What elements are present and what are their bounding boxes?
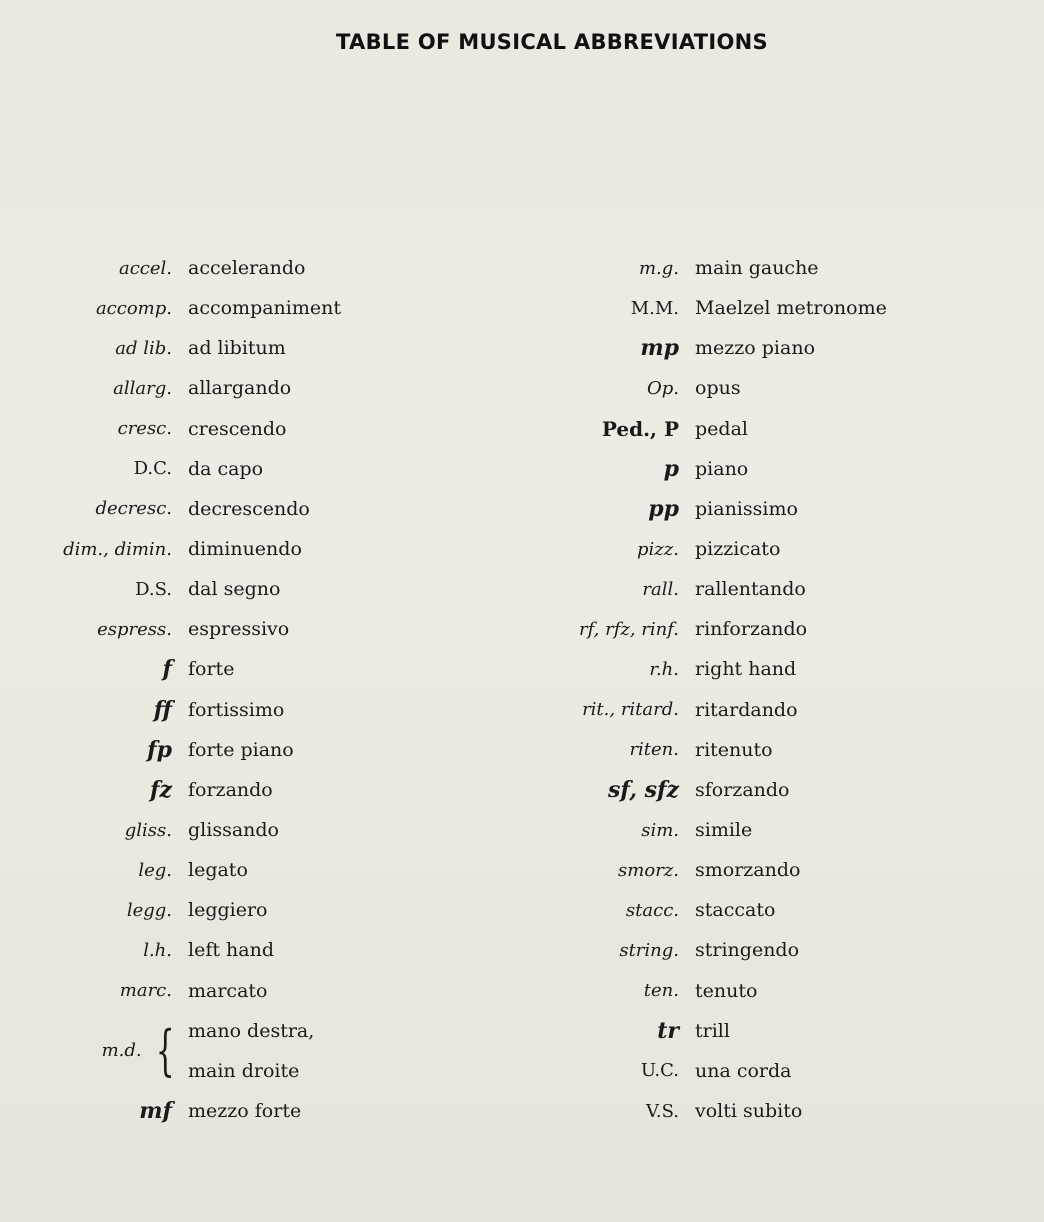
abbreviation: sim. (641, 819, 679, 841)
abbreviation-row (520, 770, 1044, 810)
abbreviation-row (0, 288, 520, 328)
meaning: trill (695, 1019, 730, 1042)
abbreviation: V.S. (646, 1100, 679, 1122)
meaning: mezzo forte (188, 1100, 302, 1123)
abbreviation-row (0, 690, 520, 730)
meaning: opus (695, 377, 741, 400)
abbreviation-row (520, 368, 1044, 408)
abbreviation: riten. (629, 739, 679, 761)
abbreviation-row (0, 850, 520, 890)
abbreviation: accel. (118, 257, 172, 279)
abbreviation-row (0, 409, 520, 449)
abbreviation: l.h. (143, 939, 172, 961)
meaning: diminuendo (188, 538, 302, 561)
brace-glyph: { (155, 1018, 175, 1082)
abbreviation-row (520, 489, 1044, 529)
meaning: volti subito (695, 1100, 803, 1123)
dynamic-mark: p (663, 455, 679, 482)
meaning: allargando (188, 377, 292, 400)
abbreviation: espress. (97, 618, 172, 640)
abbreviation-row (0, 609, 520, 649)
meaning: legato (188, 859, 248, 882)
meaning: ad libitum (188, 337, 286, 360)
abbreviation: leg. (138, 859, 172, 881)
abbreviation-row (520, 1091, 1044, 1131)
meaning: staccato (695, 899, 776, 922)
meaning: dal segno (188, 578, 281, 601)
meaning: sforzando (695, 778, 790, 801)
meaning: mezzo piano (695, 337, 816, 360)
dynamic-mark: sf, sfz (607, 776, 679, 803)
abbreviation-row (520, 810, 1044, 850)
abbreviation-row (520, 649, 1044, 689)
abbreviation: marc. (119, 980, 172, 1002)
meaning: rinforzando (695, 618, 808, 641)
abbreviation: rit., ritard. (582, 699, 679, 721)
abbreviation-row (0, 248, 520, 288)
abbreviation-row (0, 569, 520, 609)
meaning: tenuto (695, 979, 758, 1002)
abbreviation: M.M. (630, 297, 679, 319)
abbreviation-row (0, 449, 520, 489)
meaning: espressivo (188, 618, 290, 641)
abbreviation-row (520, 971, 1044, 1011)
abbreviation-row (0, 489, 520, 529)
meaning: fortissimo (188, 698, 285, 721)
abbreviation-row (0, 930, 520, 970)
abbreviation-text: m.d. (101, 1040, 142, 1062)
meaning: forte (188, 658, 235, 681)
abbreviation: stacc. (625, 899, 679, 921)
meaning: forte piano (188, 738, 294, 761)
dynamic-mark: ff (153, 696, 172, 723)
meaning: right hand (695, 658, 797, 681)
abbreviation: allarg. (113, 377, 172, 399)
abbreviation-row (520, 409, 1044, 449)
abbreviation-row (0, 328, 520, 368)
pedal-mark: Ped., P (601, 416, 679, 441)
dynamic-mark: pp (648, 495, 679, 522)
abbreviation: Op. (646, 377, 679, 399)
abbreviation-row (520, 1011, 1044, 1051)
meaning: marcato (188, 979, 268, 1002)
meaning-group (188, 1011, 314, 1091)
meaning: rallentando (695, 578, 806, 601)
abbreviation: r.h. (649, 658, 679, 680)
abbreviation-row (520, 609, 1044, 649)
meaning: main gauche (695, 257, 819, 280)
abbreviation-row (520, 850, 1044, 890)
abbreviation: decresc. (95, 498, 172, 520)
abbreviation-row (0, 529, 520, 569)
abbreviation-row (520, 328, 1044, 368)
right-column (520, 248, 1044, 1131)
left-column (0, 248, 520, 1131)
abbreviation (0, 1018, 188, 1082)
abbreviation: U.C. (640, 1060, 679, 1082)
abbreviation-row (520, 248, 1044, 288)
abbreviation: rall. (642, 578, 679, 600)
meaning: glissando (188, 819, 279, 842)
meaning: main droite (188, 1059, 300, 1082)
abbreviation: D.C. (133, 458, 172, 480)
abbreviation-row (520, 1051, 1044, 1091)
abbreviation-row (520, 529, 1044, 569)
meaning: piano (695, 457, 749, 480)
dynamic-mark: f (162, 656, 172, 683)
abbreviation-row (520, 930, 1044, 970)
abbreviation-row (0, 890, 520, 930)
meaning: Maelzel metronome (695, 297, 887, 320)
abbreviation-row-braced (0, 1011, 520, 1091)
abbreviation-row (0, 368, 520, 408)
meaning: pianissimo (695, 497, 798, 520)
meaning: forzando (188, 778, 273, 801)
abbreviation: string. (619, 939, 679, 961)
abbreviation-row (0, 649, 520, 689)
meaning: crescendo (188, 417, 287, 440)
abbreviation-row (0, 1091, 520, 1131)
abbreviation-row (520, 288, 1044, 328)
abbreviation: smorz. (618, 859, 679, 881)
meaning: pizzicato (695, 538, 781, 561)
abbreviation-row (520, 690, 1044, 730)
meaning: mano destra, (188, 1019, 315, 1042)
abbreviation: dim., dimin. (63, 538, 172, 560)
meaning: ritenuto (695, 738, 773, 761)
abbreviation: pizz. (637, 538, 679, 560)
meaning: stringendo (695, 939, 800, 962)
abbreviation: D.S. (135, 578, 172, 600)
meaning: accelerando (188, 257, 306, 280)
abbreviation-row (520, 449, 1044, 489)
trill-mark: tr (657, 1017, 679, 1044)
abbreviation: ten. (643, 980, 679, 1002)
dynamic-mark: fz (150, 776, 172, 803)
meaning: decrescendo (188, 497, 310, 520)
abbreviation: rf, rfz, rinf. (579, 618, 679, 640)
meaning: da capo (188, 457, 264, 480)
meaning: una corda (695, 1059, 792, 1082)
abbreviation-row (0, 971, 520, 1011)
meaning: accompaniment (188, 297, 342, 320)
abbreviation-row (0, 730, 520, 770)
dynamic-mark: mp (640, 335, 679, 362)
abbreviation-row (520, 730, 1044, 770)
abbreviation: accomp. (95, 297, 172, 319)
meaning: pedal (695, 417, 748, 440)
abbreviation: legg. (126, 899, 172, 921)
abbreviation-row (0, 810, 520, 850)
abbreviation: gliss. (124, 819, 172, 841)
dynamic-mark: fp (147, 736, 172, 763)
abbreviation: cresc. (117, 418, 172, 440)
abbreviation-row (520, 569, 1044, 609)
meaning: simile (695, 819, 753, 842)
meaning: smorzando (695, 859, 801, 882)
abbreviation-row (520, 890, 1044, 930)
page-title: TABLE OF MUSICAL ABBREVIATIONS (336, 30, 768, 54)
meaning: ritardando (695, 698, 798, 721)
abbreviation: m.g. (638, 257, 679, 279)
abbreviation-row (0, 770, 520, 810)
dynamic-mark: mf (139, 1098, 172, 1125)
meaning: leggiero (188, 899, 268, 922)
abbreviation: ad lib. (115, 337, 172, 359)
meaning: left hand (188, 939, 274, 962)
